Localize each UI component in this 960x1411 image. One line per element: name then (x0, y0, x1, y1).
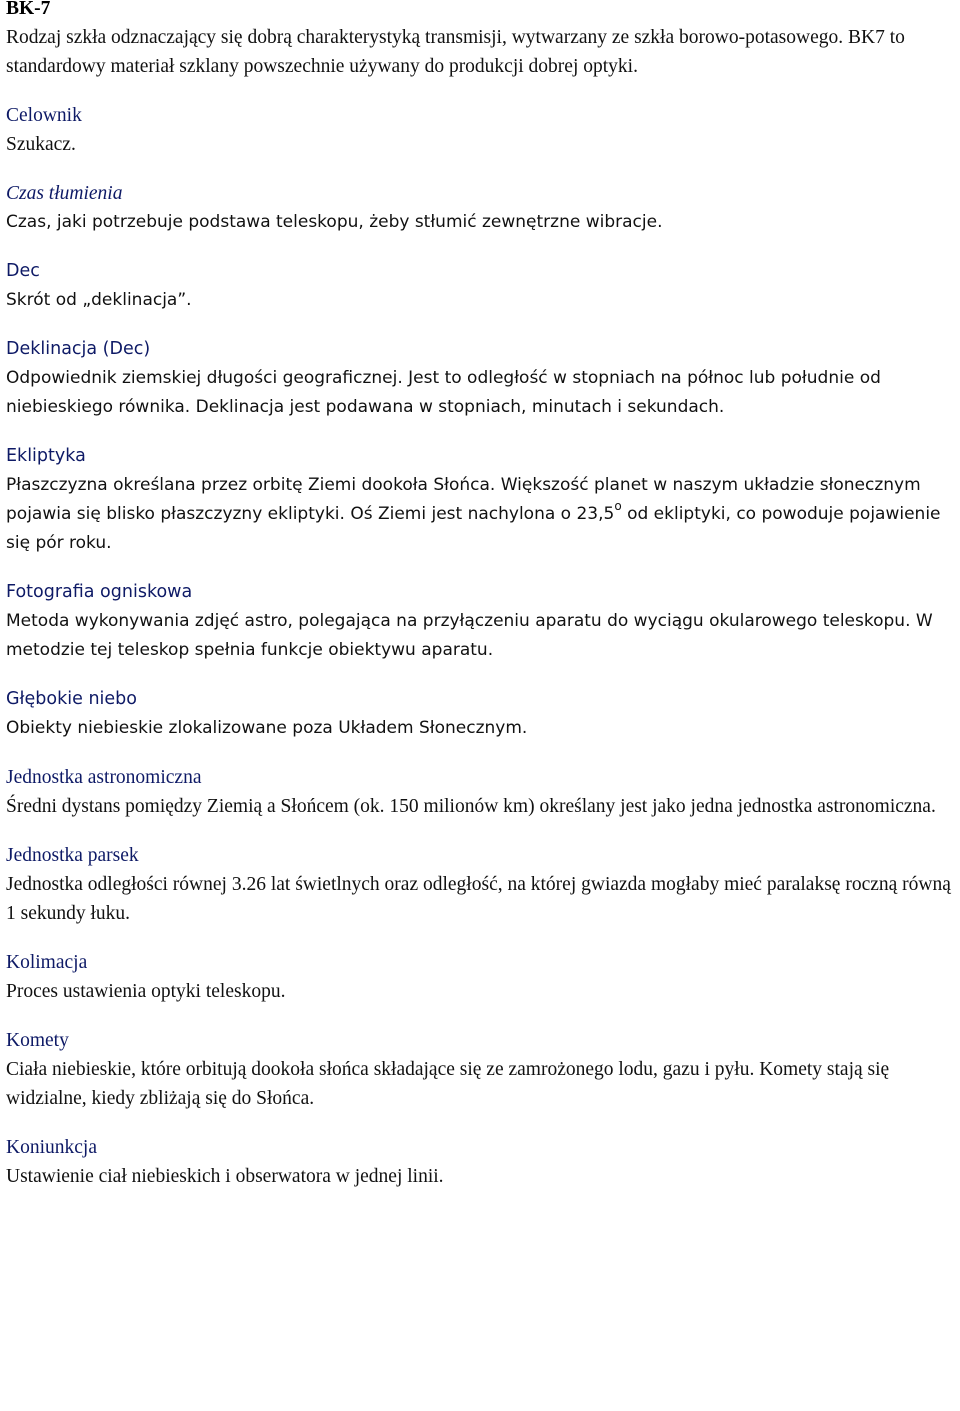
entry-glebokie-niebo (6, 685, 958, 743)
term-definition: Czas, jaki potrzebuje podstawa teleskopu, żeby stłumić zewnętrzne wibracje. (6, 212, 663, 232)
term-heading: Komety (6, 1030, 69, 1051)
term-heading: Dec (6, 261, 40, 281)
term-heading: Celownik (6, 105, 82, 126)
term-definition: Odpowiednik ziemskiej długości geograficznej. Jest to odległość w stopniach na północ lub południe od niebieskiego równika. Deklinacja jest podawana w stopniach, minutach i sekundach. (6, 368, 881, 417)
entry-jednostka-astronomiczna (6, 763, 958, 821)
term-heading: Fotografia ogniskowa (6, 582, 193, 602)
term-definition: Obiekty niebieskie zlokalizowane poza Układem Słonecznym. (6, 718, 528, 738)
entry-koniunkcja (6, 1133, 958, 1191)
definition-text: Płaszczyzna określana przez orbitę Ziemi dookoła Słońca. Większość planet w naszym układzie słonecznym pojawia się blisko płaszczyzny ekliptyki. Oś Ziemi jest nachylona o 23,5 (6, 475, 921, 524)
degree-superscript: o (614, 499, 622, 514)
entry-celownik (6, 101, 958, 159)
term-heading: Czas tłumienia (6, 183, 123, 204)
entry-jednostka-parsek (6, 841, 958, 928)
entry-deklinacja (6, 335, 958, 422)
term-definition: Jednostka odległości równej 3.26 lat świetlnych oraz odległość, na której gwiazda mogłaby mieć paralaksę roczną równą 1 sekundy łuku. (6, 874, 951, 924)
term-heading: Kolimacja (6, 952, 88, 973)
term-definition: Proces ustawienia optyki teleskopu. (6, 981, 286, 1002)
term-definition: Średni dystans pomiędzy Ziemią a Słońcem (ok. 150 milionów km) określany jest jako jedna jednostka astronomiczna. (6, 796, 936, 817)
term-definition: Metoda wykonywania zdjęć astro, polegająca na przyłączeniu aparatu do wyciągu okularowego teleskopu. W metodzie tej teleskop spełnia funkcje obiektywu aparatu. (6, 611, 933, 660)
term-definition: Skrót od „deklinacja”. (6, 290, 192, 310)
entry-fotografia-ogniskowa (6, 578, 958, 665)
term-heading: Jednostka astronomiczna (6, 767, 202, 788)
term-definition: Rodzaj szkła odznaczający się dobrą charakterystyką transmisji, wytwarzany ze szkła borowo-potasowego. BK7 to standardowy materiał szklany powszechnie używany do produkcji dobrej optyki. (6, 27, 905, 77)
entry-bk7 (6, 0, 958, 81)
entry-czas-tlumienia (6, 179, 958, 237)
entry-komety (6, 1026, 958, 1113)
term-definition: Szukacz. (6, 134, 76, 155)
term-heading: Ekliptyka (6, 446, 86, 466)
term-definition: Ustawienie ciał niebieskich i obserwatora w jednej linii. (6, 1166, 444, 1187)
term-heading: Deklinacja (Dec) (6, 339, 151, 359)
entry-ekliptyka (6, 442, 958, 558)
entry-kolimacja (6, 948, 958, 1006)
entry-dec (6, 257, 958, 315)
term-definition: Ciała niebieskie, które orbitują dookoła słońca składające się ze zamrożonego lodu, gazu i pyłu. Komety stają się widzialne, kiedy zbliżają się do Słońca. (6, 1059, 890, 1109)
term-heading: Jednostka parsek (6, 845, 139, 866)
term-heading: Głębokie niebo (6, 689, 137, 709)
term-heading: BK-7 (6, 0, 51, 19)
glossary-page (6, 0, 958, 1211)
term-heading: Koniunkcja (6, 1137, 97, 1158)
definition-text: od ekliptyki, co powoduje pojawienie się pór roku. (6, 504, 941, 553)
term-definition (6, 471, 958, 558)
